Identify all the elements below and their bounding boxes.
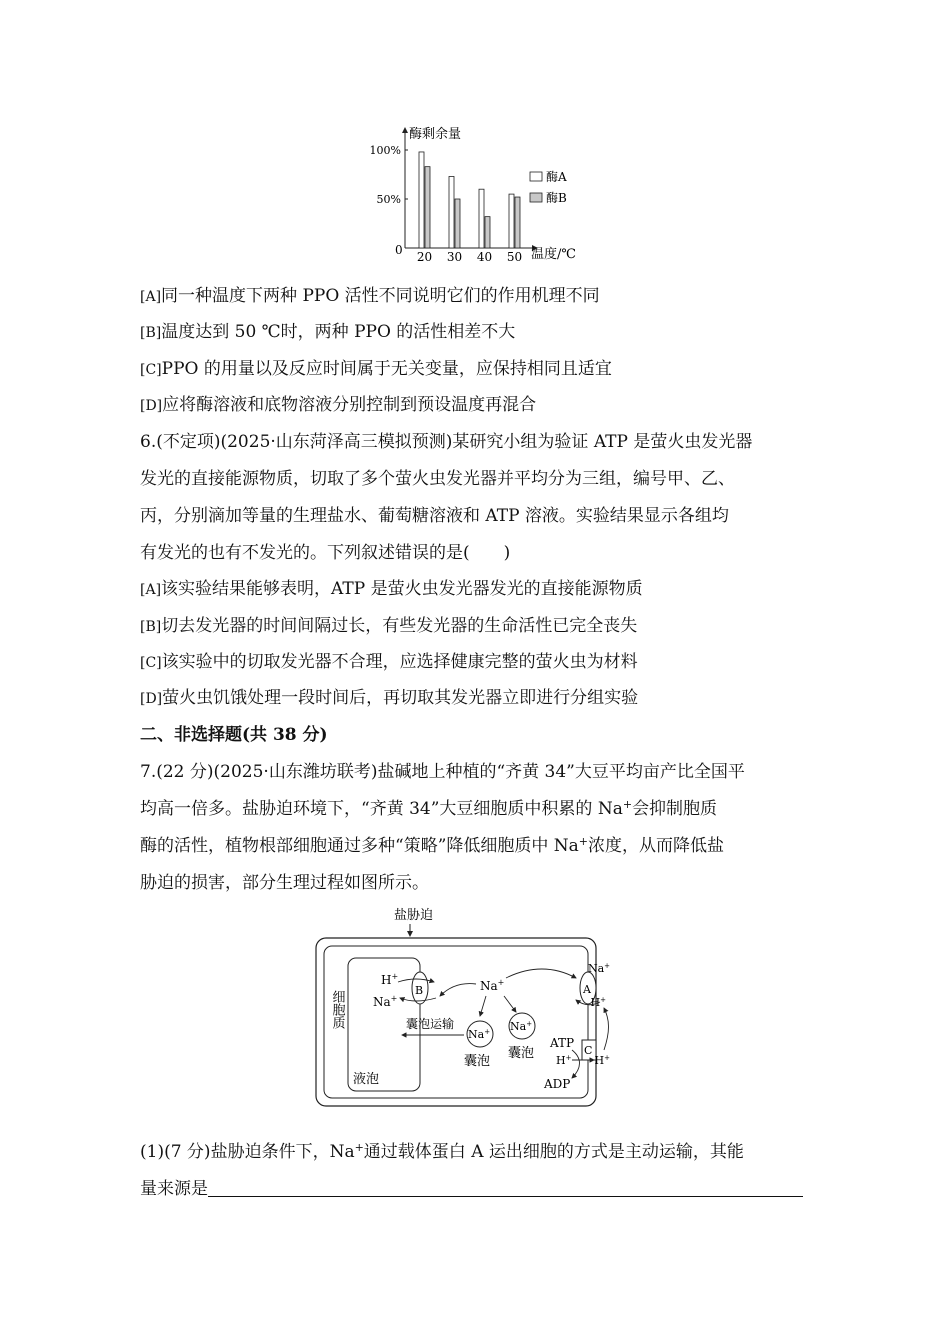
q7-stem-line-3: 酶的活性，植物根部细胞通过多种“策略”降低细胞质中 Na+浓度，从而降低盐: [140, 835, 725, 856]
protein-c-label: C: [584, 1044, 593, 1057]
q7-stem-line-1: 7.(22 分)(2025·山东潍坊联考)盐碱地上种植的“齐黄 34”大豆平均亩产比全国平: [140, 762, 745, 782]
adp-label: ADP: [544, 1077, 571, 1091]
a-h-in-label: H+: [590, 996, 606, 1009]
c-h-out-label: H+: [594, 1054, 610, 1067]
q5-option-d: [D]应将酶溶液和底物溶液分别控制到预设温度再混合: [140, 395, 537, 415]
section-heading: 二、非选择题(共 38 分): [140, 725, 328, 745]
bar-enzyme-b-30: [455, 199, 460, 248]
b-h-label: H+: [381, 972, 399, 987]
vesicle-2-label: 囊泡: [508, 1046, 535, 1061]
q6-stem-line-3: 丙，分别滴加等量的生理盐水、葡萄糖溶液和 ATP 溶液。实验结果显示各组均: [140, 506, 729, 526]
na-to-vesicle1-arrow: [480, 996, 486, 1016]
q7-stem-line-2: 均高一倍多。盐胁迫环境下，“齐黄 34”大豆细胞质中积累的 Na+会抑制胞质: [140, 798, 718, 819]
bar-enzyme-a-50: [509, 194, 514, 248]
answer-blank[interactable]: [208, 1178, 803, 1197]
salt-stress-label: 盐胁迫: [394, 908, 434, 923]
bar-enzyme-b-20: [425, 167, 430, 248]
atp-label: ATP: [550, 1036, 575, 1050]
protein-a-label: A: [583, 983, 591, 996]
q6-stem-line-2: 发光的直接能源物质，切取了多个萤火虫发光器并平均分为三组，编号甲、乙、: [140, 469, 735, 489]
cytoplasm-na-label: Na+: [480, 978, 505, 993]
bar-enzyme-a-20: [419, 152, 424, 248]
bar-enzyme-b-50: [515, 197, 520, 248]
chart-ylabel: 酶剩余量: [409, 127, 462, 142]
a-na-out-label: Na+: [587, 962, 610, 975]
bar-enzyme-a-40: [479, 189, 484, 248]
chart-xlabel: 温度/℃: [531, 247, 576, 262]
na-to-vesicle2-arrow: [504, 996, 516, 1012]
vesicle-2-na: Na+: [510, 1020, 533, 1033]
c-h-in-label: H+: [556, 1054, 572, 1067]
enzyme-remaining-chart: [355, 118, 595, 268]
b-na-label: Na+: [373, 994, 398, 1009]
chart-xtick-label: 30: [446, 250, 463, 264]
chart-xtick-label: 50: [506, 250, 523, 264]
cytoplasm-label: 细胞质: [329, 990, 345, 1029]
bar-enzyme-a-30: [449, 176, 454, 248]
vacuole-label: 液泡: [353, 1072, 380, 1087]
q6-option-b: [B]切去发光器的时间间隔过长，有些发光器的生命活性已完全丧失: [140, 616, 638, 636]
chart-xtick-label: 20: [416, 250, 433, 264]
legend-swatch-enzyme-b: [530, 193, 542, 202]
chart-ytick-label: 50%: [376, 193, 401, 206]
chart-origin-label: 0: [395, 243, 403, 257]
atp-adp-arrow: [572, 1050, 580, 1078]
q7-1-line-1: (1)(7 分)盐胁迫条件下，Na+通过载体蛋白 A 运出细胞的方式是主动运输，其能: [140, 1141, 744, 1162]
q6-option-d: [D]萤火虫饥饿处理一段时间后，再切取其发光器立即进行分组实验: [140, 688, 639, 708]
legend-swatch-enzyme-a: [530, 172, 542, 181]
vesicle-1-label: 囊泡: [464, 1054, 491, 1069]
root-cell-diagram: [310, 902, 610, 1112]
na-to-a-arrow: [506, 969, 576, 978]
q6-option-a: [A]该实验结果能够表明，ATP 是萤火虫发光器发光的直接能源物质: [140, 579, 643, 599]
bar-enzyme-b-40: [485, 217, 490, 248]
protein-b-label: B: [415, 984, 424, 997]
q5-option-b: [B]温度达到 50 ℃时，两种 PPO 的活性相差不大: [140, 322, 516, 342]
q6-stem-line-1: 6.(不定项)(2025·山东菏泽高三模拟预测)某研究小组为验证 ATP 是萤火虫发光器: [140, 432, 753, 452]
h-return-arrow: [604, 1008, 609, 1050]
na-to-b-arrow: [440, 984, 476, 996]
q5-option-a: [A]同一种温度下两种 PPO 活性不同说明它们的作用机理不同: [140, 286, 600, 306]
q7-1-line-2: 量来源是: [140, 1177, 803, 1201]
q7-stem-line-4: 胁迫的损害，部分生理过程如图所示。: [140, 873, 429, 893]
vesicle-transport-label: 囊泡运输: [406, 1017, 455, 1031]
q5-option-c: [C]PPO 的用量以及反应时间属于无关变量，应保持相同且适宜: [140, 359, 612, 379]
q6-option-c: [C]该实验中的切取发光器不合理，应选择健康完整的萤火虫为材料: [140, 652, 638, 672]
chart-xtick-label: 40: [476, 250, 493, 264]
q6-stem-line-4: 有发光的也有不发光的。下列叙述错误的是( ): [140, 543, 511, 563]
legend-label-enzyme-b: 酶B: [546, 191, 567, 205]
legend-label-enzyme-a: 酶A: [546, 170, 567, 184]
chart-ytick-label: 100%: [369, 144, 401, 157]
vesicle-1-na: Na+: [468, 1028, 491, 1041]
